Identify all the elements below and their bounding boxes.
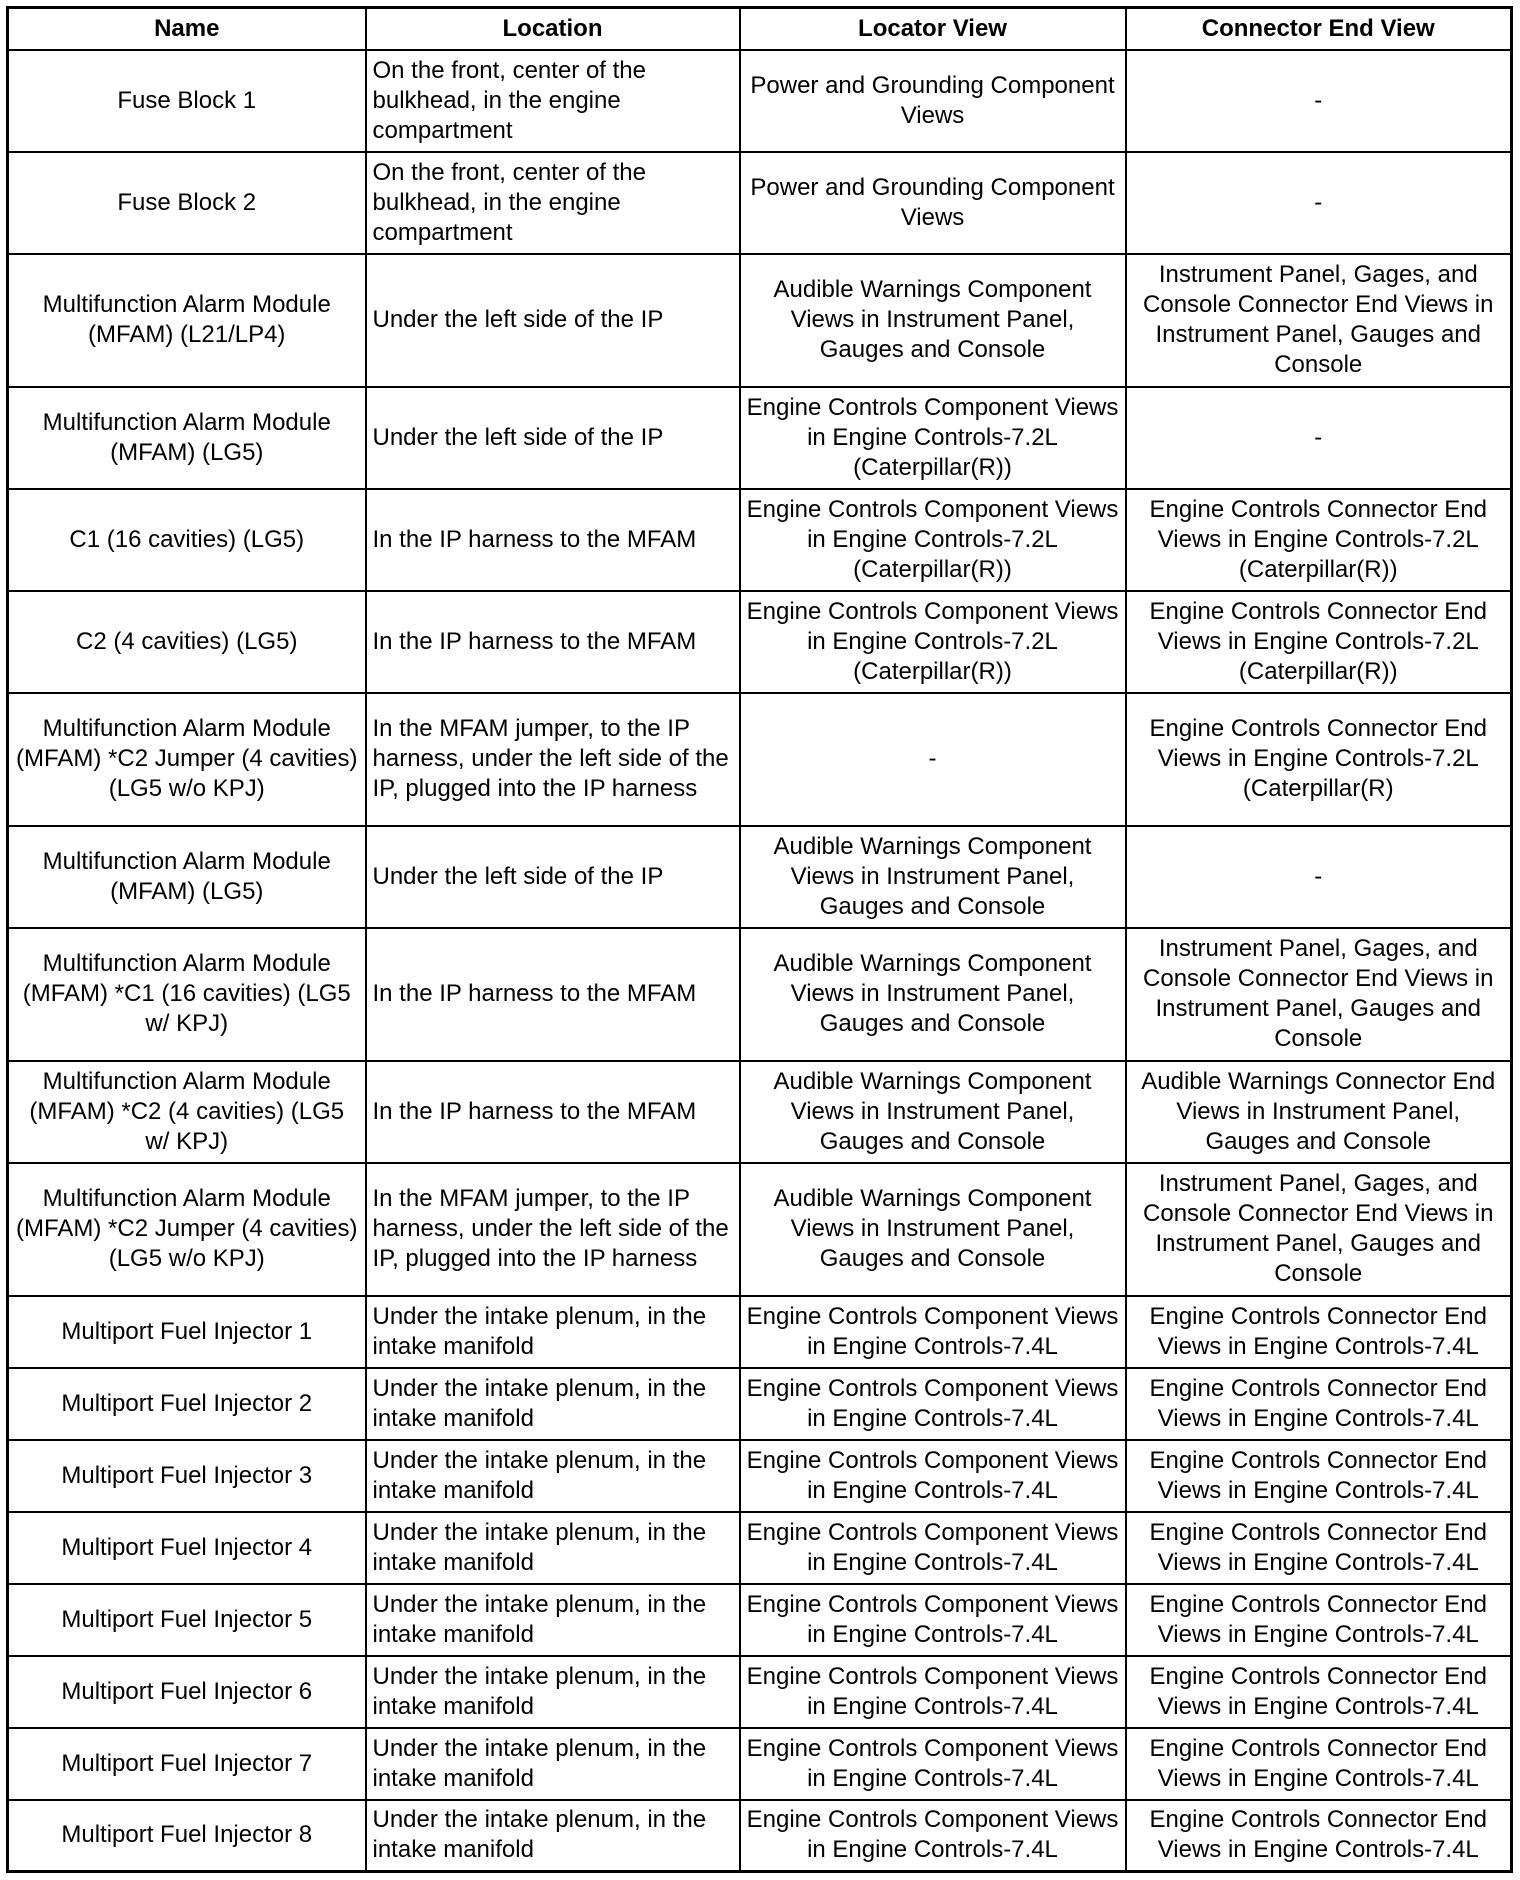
cell-connector-end-view: Engine Controls Connector End Views in Engine Controls-7.2L (Caterpillar(R)) (1126, 591, 1512, 693)
cell-name: Multifunction Alarm Module (MFAM) *C2 (4 cavities) (LG5 w/ KPJ) (8, 1061, 366, 1163)
cell-location: Under the intake plenum, in the intake manifold (366, 1728, 740, 1800)
table-row (8, 1061, 1512, 1163)
table-row (8, 1163, 1512, 1296)
cell-connector-end-view: Engine Controls Connector End Views in Engine Controls-7.4L (1126, 1728, 1512, 1800)
cell-name: Fuse Block 1 (8, 50, 366, 152)
cell-connector-end-view: Engine Controls Connector End Views in Engine Controls-7.2L (Caterpillar(R) (1126, 693, 1512, 826)
table-row (8, 387, 1512, 489)
cell-location: In the MFAM jumper, to the IP harness, under the left side of the IP, plugged into the IP harness (366, 693, 740, 826)
cell-name: Multifunction Alarm Module (MFAM) (L21/LP4) (8, 254, 366, 387)
cell-location: Under the left side of the IP (366, 826, 740, 928)
cell-name: Multiport Fuel Injector 8 (8, 1800, 366, 1872)
cell-name: Multiport Fuel Injector 4 (8, 1512, 366, 1584)
header-row (8, 8, 1512, 50)
cell-location: On the front, center of the bulkhead, in the engine compartment (366, 50, 740, 152)
cell-locator-view: Audible Warnings Component Views in Instrument Panel, Gauges and Console (740, 254, 1126, 387)
cell-connector-end-view: - (1126, 826, 1512, 928)
table-row (8, 693, 1512, 826)
cell-location: In the IP harness to the MFAM (366, 591, 740, 693)
cell-name: Multiport Fuel Injector 5 (8, 1584, 366, 1656)
cell-location: Under the intake plenum, in the intake manifold (366, 1584, 740, 1656)
table-body (8, 50, 1512, 1872)
cell-location: Under the intake plenum, in the intake manifold (366, 1440, 740, 1512)
cell-name: Fuse Block 2 (8, 152, 366, 254)
cell-connector-end-view: Instrument Panel, Gages, and Console Connector End Views in Instrument Panel, Gauges and Console (1126, 1163, 1512, 1296)
cell-connector-end-view: Engine Controls Connector End Views in Engine Controls-7.4L (1126, 1800, 1512, 1872)
cell-connector-end-view: Engine Controls Connector End Views in Engine Controls-7.4L (1126, 1656, 1512, 1728)
cell-name: Multifunction Alarm Module (MFAM) (LG5) (8, 387, 366, 489)
cell-name: Multiport Fuel Injector 7 (8, 1728, 366, 1800)
cell-name: Multiport Fuel Injector 3 (8, 1440, 366, 1512)
cell-locator-view: Engine Controls Component Views in Engine Controls-7.4L (740, 1440, 1126, 1512)
table-row (8, 826, 1512, 928)
cell-locator-view: Power and Grounding Component Views (740, 152, 1126, 254)
cell-connector-end-view: - (1126, 152, 1512, 254)
cell-name: Multiport Fuel Injector 2 (8, 1368, 366, 1440)
cell-locator-view: Audible Warnings Component Views in Instrument Panel, Gauges and Console (740, 1163, 1126, 1296)
table-row (8, 928, 1512, 1061)
cell-locator-view: Engine Controls Component Views in Engine Controls-7.4L (740, 1584, 1126, 1656)
cell-connector-end-view: Engine Controls Connector End Views in Engine Controls-7.4L (1126, 1440, 1512, 1512)
cell-locator-view: Engine Controls Component Views in Engine Controls-7.4L (740, 1368, 1126, 1440)
cell-locator-view: Engine Controls Component Views in Engine Controls-7.4L (740, 1512, 1126, 1584)
table-header (8, 8, 1512, 50)
table-row (8, 1584, 1512, 1656)
cell-name: C1 (16 cavities) (LG5) (8, 489, 366, 591)
cell-locator-view: Audible Warnings Component Views in Instrument Panel, Gauges and Console (740, 928, 1126, 1061)
cell-locator-view: Power and Grounding Component Views (740, 50, 1126, 152)
cell-location: On the front, center of the bulkhead, in the engine compartment (366, 152, 740, 254)
table-row (8, 1296, 1512, 1368)
header-name: Name (8, 8, 366, 50)
table-row (8, 1656, 1512, 1728)
cell-connector-end-view: - (1126, 387, 1512, 489)
cell-connector-end-view: Engine Controls Connector End Views in Engine Controls-7.4L (1126, 1512, 1512, 1584)
cell-locator-view: Engine Controls Component Views in Engine Controls-7.4L (740, 1656, 1126, 1728)
cell-location: In the IP harness to the MFAM (366, 489, 740, 591)
cell-locator-view: Audible Warnings Component Views in Instrument Panel, Gauges and Console (740, 1061, 1126, 1163)
component-locator-table-container (6, 6, 1510, 1873)
cell-connector-end-view: Audible Warnings Connector End Views in Instrument Panel, Gauges and Console (1126, 1061, 1512, 1163)
table-row (8, 1512, 1512, 1584)
table-row (8, 591, 1512, 693)
cell-locator-view: - (740, 693, 1126, 826)
cell-locator-view: Engine Controls Component Views in Engine Controls-7.4L (740, 1728, 1126, 1800)
cell-connector-end-view: Instrument Panel, Gages, and Console Connector End Views in Instrument Panel, Gauges and Console (1126, 928, 1512, 1061)
cell-name: Multifunction Alarm Module (MFAM) (LG5) (8, 826, 366, 928)
cell-location: In the IP harness to the MFAM (366, 1061, 740, 1163)
cell-locator-view: Engine Controls Component Views in Engine Controls-7.4L (740, 1296, 1126, 1368)
cell-location: Under the left side of the IP (366, 254, 740, 387)
cell-location: In the MFAM jumper, to the IP harness, under the left side of the IP, plugged into the IP harness (366, 1163, 740, 1296)
cell-location: Under the intake plenum, in the intake manifold (366, 1800, 740, 1872)
table-row (8, 1440, 1512, 1512)
cell-locator-view: Engine Controls Component Views in Engine Controls-7.2L (Caterpillar(R)) (740, 489, 1126, 591)
cell-locator-view: Engine Controls Component Views in Engine Controls-7.4L (740, 1800, 1126, 1872)
cell-name: Multiport Fuel Injector 6 (8, 1656, 366, 1728)
cell-location: Under the intake plenum, in the intake manifold (366, 1656, 740, 1728)
cell-location: Under the intake plenum, in the intake manifold (366, 1296, 740, 1368)
header-locator-view: Locator View (740, 8, 1126, 50)
table-row (8, 1368, 1512, 1440)
cell-location: Under the left side of the IP (366, 387, 740, 489)
cell-connector-end-view: - (1126, 50, 1512, 152)
cell-location: Under the intake plenum, in the intake manifold (366, 1368, 740, 1440)
cell-name: Multifunction Alarm Module (MFAM) *C1 (16 cavities) (LG5 w/ KPJ) (8, 928, 366, 1061)
cell-connector-end-view: Engine Controls Connector End Views in Engine Controls-7.4L (1126, 1368, 1512, 1440)
table-row (8, 50, 1512, 152)
table-row (8, 1800, 1512, 1872)
cell-connector-end-view: Engine Controls Connector End Views in Engine Controls-7.4L (1126, 1296, 1512, 1368)
cell-name: C2 (4 cavities) (LG5) (8, 591, 366, 693)
cell-location: Under the intake plenum, in the intake manifold (366, 1512, 740, 1584)
cell-connector-end-view: Engine Controls Connector End Views in Engine Controls-7.4L (1126, 1584, 1512, 1656)
cell-connector-end-view: Instrument Panel, Gages, and Console Connector End Views in Instrument Panel, Gauges and Console (1126, 254, 1512, 387)
table-row (8, 489, 1512, 591)
table-row (8, 254, 1512, 387)
header-connector-end-view: Connector End View (1126, 8, 1512, 50)
table-row (8, 152, 1512, 254)
component-locator-table (6, 6, 1513, 1873)
header-location: Location (366, 8, 740, 50)
cell-name: Multifunction Alarm Module (MFAM) *C2 Jumper (4 cavities) (LG5 w/o KPJ) (8, 693, 366, 826)
cell-connector-end-view: Engine Controls Connector End Views in Engine Controls-7.2L (Caterpillar(R)) (1126, 489, 1512, 591)
cell-locator-view: Engine Controls Component Views in Engine Controls-7.2L (Caterpillar(R)) (740, 591, 1126, 693)
table-row (8, 1728, 1512, 1800)
cell-name: Multiport Fuel Injector 1 (8, 1296, 366, 1368)
cell-name: Multifunction Alarm Module (MFAM) *C2 Jumper (4 cavities) (LG5 w/o KPJ) (8, 1163, 366, 1296)
cell-locator-view: Audible Warnings Component Views in Instrument Panel, Gauges and Console (740, 826, 1126, 928)
cell-locator-view: Engine Controls Component Views in Engine Controls-7.2L (Caterpillar(R)) (740, 387, 1126, 489)
cell-location: In the IP harness to the MFAM (366, 928, 740, 1061)
